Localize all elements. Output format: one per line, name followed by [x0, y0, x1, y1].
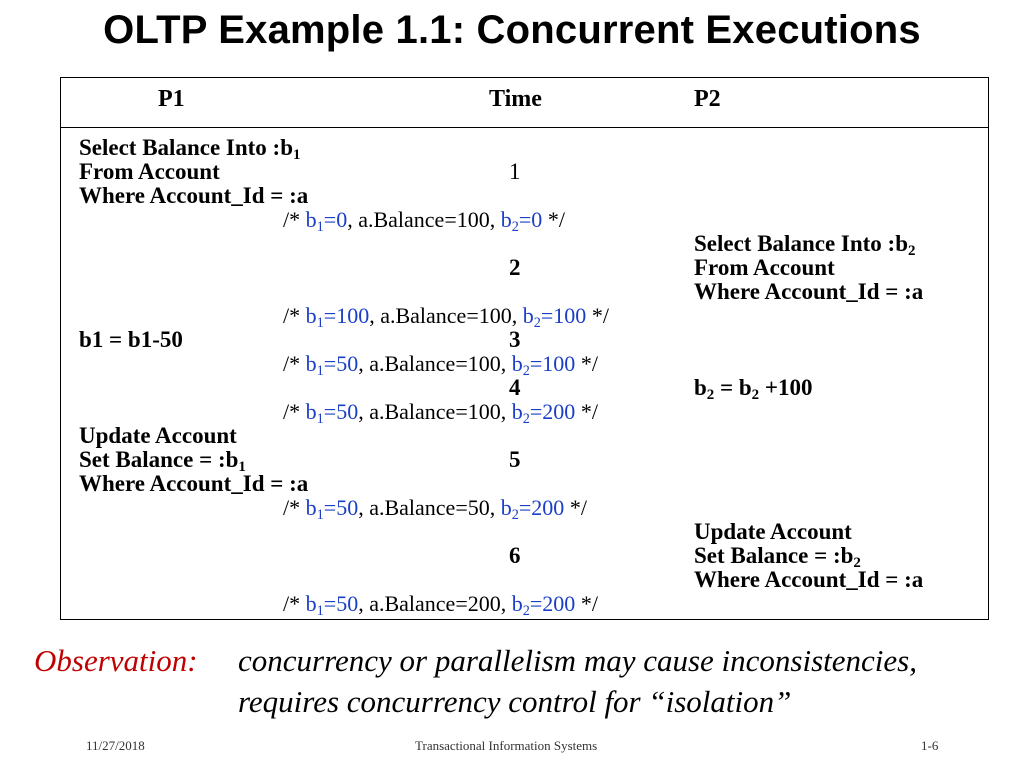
state-comment-2: /* $b_1=100$, a.Balance=100, $b_2=100$ */	[283, 303, 609, 331]
p2-set-balance: Set Balance = $:b_2$	[694, 543, 861, 571]
observation-line-2: requires concurrency control for “isolation”	[238, 684, 792, 719]
footer-title: Transactional Information Systems	[415, 738, 598, 753]
state-comment-6: /* $b_1=50$, a.Balance=200, $b_2=200$ */	[283, 591, 598, 619]
time-3: 3	[509, 327, 521, 352]
state-comment-3: /* $b_1=50$, a.Balance=100, $b_2=100$ */	[283, 351, 598, 379]
p2-select-b2: Select Balance Into $:b_2$	[694, 231, 916, 259]
p2-where-account: Where Account_Id = :a	[694, 279, 924, 304]
p2-where-account-2: Where Account_Id = :a	[694, 567, 924, 592]
state-comment-4: /* $b_1=50$, a.Balance=100, $b_2=200$ */	[283, 399, 598, 427]
p1-update-account: Update Account	[79, 423, 237, 448]
header-p2: P2	[694, 86, 721, 112]
time-6: 6	[509, 543, 521, 568]
time-4: 4	[509, 375, 521, 400]
p1-where-account-2: Where Account_Id = :a	[79, 471, 309, 496]
footer-date: 11/27/2018	[86, 738, 145, 753]
header-divider	[60, 127, 989, 128]
p1-select-b1: Select Balance Into $:b_1$	[79, 135, 301, 163]
state-comment-5: /* $b_1=50$, a.Balance=50, $b_2=200$ */	[283, 495, 587, 523]
p2-from-account: From Account	[694, 255, 835, 280]
observation-label: Observation:	[34, 643, 198, 678]
p2-update-account: Update Account	[694, 519, 852, 544]
state-comment-1: /* $b_1=0$, a.Balance=100, $b_2=0$ */	[283, 207, 565, 235]
p1-where-account: Where Account_Id = :a	[79, 183, 309, 208]
p2-b2-assignment: $b_2 = b_2 +100$	[694, 375, 813, 403]
p1-set-balance: Set Balance = $:b_1$	[79, 447, 246, 475]
time-2: 2	[509, 255, 521, 280]
p1-b1-assignment: b1 = b1-50	[79, 327, 183, 352]
header-p1: P1	[158, 86, 185, 112]
time-5: 5	[509, 447, 521, 472]
p1-from-account: From Account	[79, 159, 220, 184]
slide-title: OLTP Example 1.1: Concurrent Executions	[103, 8, 921, 52]
observation-line-1: concurrency or parallelism may cause inconsistencies,	[238, 643, 917, 678]
header-time: Time	[489, 86, 542, 112]
time-1: 1	[509, 159, 521, 184]
footer-page-number: 1-6	[921, 738, 939, 753]
